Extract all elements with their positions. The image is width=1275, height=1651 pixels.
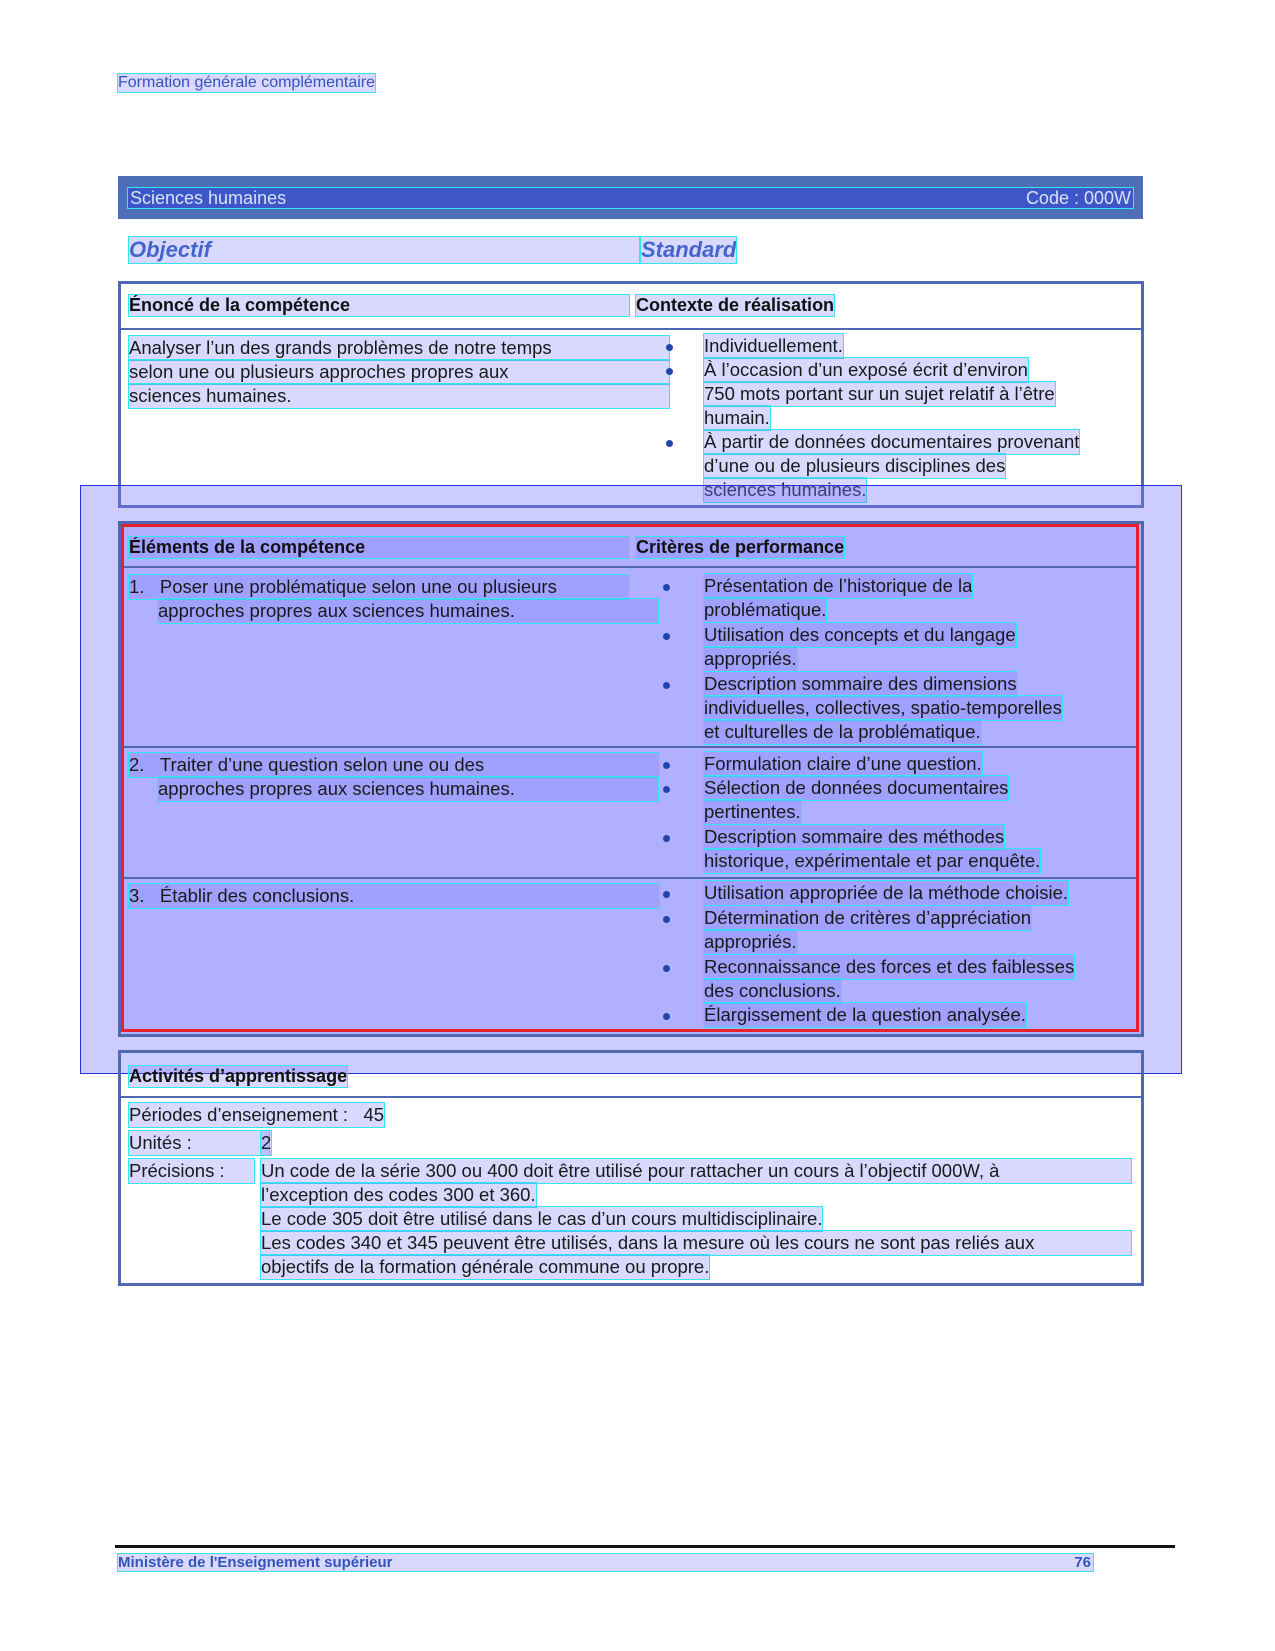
bullet-icon: [663, 682, 670, 689]
bullet-icon: [663, 835, 670, 842]
precision-line: Le code 305 doit être utilisé dans le cas d’un cours multidisciplinaire.: [261, 1208, 823, 1229]
standard-label: Standard: [641, 237, 737, 262]
table-header: [121, 1053, 1141, 1098]
contexte-item: sciences humaines.: [704, 479, 867, 500]
element-line: approches propres aux sciences humaines.: [158, 777, 658, 801]
footer-rule: [115, 1545, 1175, 1548]
precision-line: objectifs de la formation générale commune ou propre.: [261, 1256, 710, 1277]
contexte-item: 750 mots portant sur un sujet relatif à l’être: [704, 383, 1055, 404]
bullet-icon: [666, 344, 673, 351]
critere-item: Description sommaire des dimensions: [704, 673, 1017, 694]
row-divider: [124, 746, 1136, 748]
critere-item: Détermination de critères d’appréciation: [704, 907, 1032, 928]
contexte-item: d’une ou de plusieurs disciplines des: [704, 455, 1006, 476]
periodes-row: Périodes d’enseignement : 45: [129, 1104, 385, 1125]
critere-item: Formulation claire d’une question.: [704, 753, 982, 774]
bullet-icon: [663, 1013, 670, 1020]
enonce-header: Énoncé de la compétence: [129, 295, 629, 316]
running-head: Formation générale complémentaire: [118, 74, 376, 91]
critere-item: Sélection de données documentaires: [704, 777, 1009, 798]
row-divider: [124, 877, 1136, 879]
critere-item: des conclusions.: [704, 980, 841, 1001]
critere-item: Élargissement de la question analysée.: [704, 1004, 1026, 1025]
critere-item: Reconnaissance des forces et des faiblesses: [704, 956, 1075, 977]
elements-header: Éléments de la compétence: [129, 537, 629, 558]
precision-line: Un code de la série 300 ou 400 doit être utilisé pour rattacher un cours à l’objectif 000W, à: [261, 1159, 1131, 1183]
row-divider: [124, 566, 1136, 568]
precision-line: l’exception des codes 300 et 360.: [261, 1184, 536, 1205]
bullet-icon: [663, 584, 670, 591]
contexte-item: Individuellement.: [704, 335, 843, 356]
critere-item: et culturelles de la problématique.: [704, 721, 981, 742]
critere-item: individuelles, collectives, spatio-temporelles: [704, 697, 1062, 718]
bullet-icon: [663, 633, 670, 640]
critere-item: appropriés.: [704, 931, 797, 952]
critere-item: Présentation de l’historique de la: [704, 575, 973, 596]
criteres-header: Critères de performance: [636, 537, 845, 557]
critere-item: appropriés.: [704, 648, 797, 669]
bullet-icon: [663, 965, 670, 972]
critere-item: problématique.: [704, 599, 827, 620]
selection-highlight: [121, 524, 1139, 1032]
footer-ministry: Ministère de l'Enseignement supérieur 76: [118, 1554, 1091, 1571]
bullet-icon: [663, 891, 670, 898]
bullet-icon: [666, 440, 673, 447]
critere-item: Utilisation appropriée de la méthode choisie.: [704, 882, 1069, 903]
banner-code: Code : 000W: [1025, 187, 1131, 208]
enonce-contexte-table: [118, 281, 1144, 508]
unites-value: 2: [261, 1132, 272, 1153]
contexte-item: À l’occasion d’un exposé écrit d’environ: [704, 359, 1028, 380]
element-number: 1. Poser une problématique selon une ou plusieurs: [129, 575, 629, 599]
bullet-icon: [663, 762, 670, 769]
banner-title: Sciences humaines: [130, 187, 287, 208]
activites-table: [118, 1050, 1144, 1286]
precisions-label: Précisions :: [129, 1159, 254, 1183]
element-line: approches propres aux sciences humaines.: [158, 599, 658, 623]
critere-item: historique, expérimentale et par enquête.: [704, 850, 1041, 871]
page-number: 76: [1074, 1554, 1091, 1571]
bullet-icon: [666, 368, 673, 375]
enonce-line: Analyser l’un des grands problèmes de notre temps: [129, 336, 669, 360]
contexte-item: humain.: [704, 407, 770, 428]
bullet-icon: [663, 786, 670, 793]
enonce-line: sciences humaines.: [129, 384, 669, 408]
contexte-item: À partir de données documentaires provenant: [704, 431, 1080, 452]
critere-item: pertinentes.: [704, 801, 801, 822]
objectif-label: Objectif: [129, 237, 639, 263]
section-banner: [118, 176, 1143, 219]
critere-item: Description sommaire des méthodes: [704, 826, 1005, 847]
enonce-line: selon une ou plusieurs approches propres aux: [129, 360, 669, 384]
critere-item: Utilisation des concepts et du langage: [704, 624, 1016, 645]
element-number: 2. Traiter d’une question selon une ou des: [129, 753, 659, 777]
table-header: [121, 284, 1141, 330]
bullet-icon: [663, 916, 670, 923]
activites-header: Activités d’apprentissage: [129, 1066, 348, 1086]
precision-line: Les codes 340 et 345 peuvent être utilisés, dans la mesure où les cours ne sont pas reliés aux: [261, 1231, 1131, 1255]
element-number: 3. Établir des conclusions.: [129, 884, 659, 908]
unites-label: Unités :: [129, 1131, 269, 1155]
contexte-header: Contexte de réalisation: [636, 295, 835, 315]
